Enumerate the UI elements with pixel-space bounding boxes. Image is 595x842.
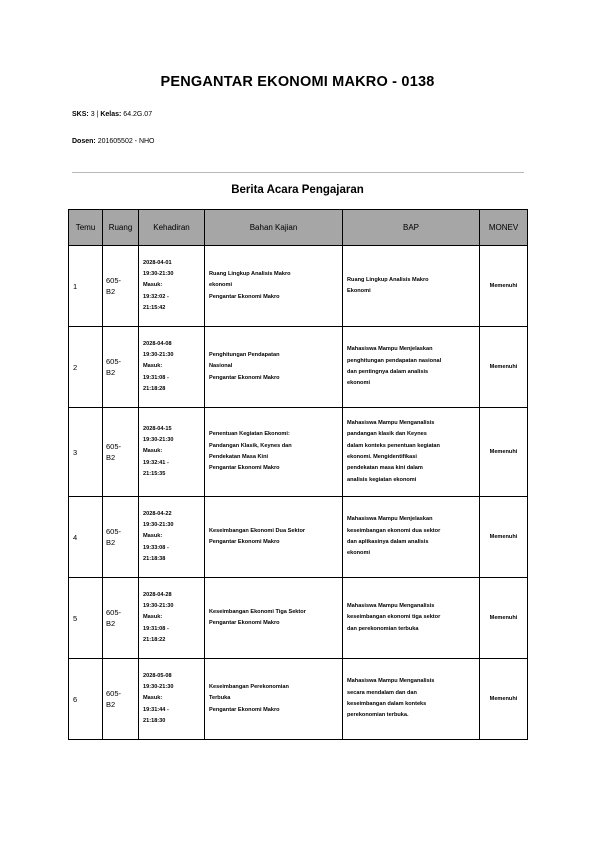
cell-temu: 3 — [69, 408, 103, 497]
cell-temu: 1 — [69, 246, 103, 327]
kajian-line: Pengantar Ekonomi Makro — [209, 620, 280, 626]
table-header-row — [69, 210, 528, 246]
sks-label: SKS: — [72, 111, 89, 118]
kehadiran-line: 19:31:08 - — [143, 374, 169, 381]
kajian-line: Pengantar Ekonomi Makro — [209, 465, 280, 472]
kehadiran-line: 19:33:08 - — [143, 544, 169, 551]
cell-ruang — [103, 408, 139, 497]
bap-line: dan pentingnya dalam analisis — [347, 369, 429, 375]
kehadiran-line: 19:32:41 - — [143, 459, 169, 466]
bap-line: perekonomian terbuka. — [347, 712, 409, 719]
kehadiran-line: 19:30-21:30 — [143, 522, 174, 529]
ruang-line: B2 — [106, 700, 116, 709]
ruang-line: 605- — [106, 527, 122, 536]
cell-ruang — [103, 246, 139, 327]
kehadiran-line: 2028-04-22 — [143, 510, 172, 517]
cell-bap — [343, 578, 480, 659]
kehadiran-line: 19:30-21:30 — [143, 352, 174, 359]
cell-bap — [343, 327, 480, 408]
bap-line: ekonomi — [347, 380, 371, 387]
kehadiran-line: 19:30-21:30 — [143, 603, 174, 610]
cell-kehadiran — [139, 497, 205, 578]
meta-separator: | — [96, 111, 99, 118]
kajian-line: Keseimbangan Perekonomian — [209, 684, 289, 691]
course-meta — [72, 111, 152, 118]
kehadiran-line: 19:31:08 - — [143, 625, 169, 632]
header-bap: BAP — [343, 210, 480, 246]
kehadiran-line: 2028-04-01 — [143, 259, 172, 266]
cell-monev: Memenuhi — [480, 246, 528, 327]
kajian-line: Pengantar Ekonomi Makro — [209, 374, 280, 381]
ruang-line: B2 — [106, 538, 116, 547]
cell-monev: Memenuhi — [480, 578, 528, 659]
cell-ruang — [103, 578, 139, 659]
cell-temu: 6 — [69, 659, 103, 740]
kehadiran-line: 21:15:42 — [143, 304, 166, 311]
cell-kehadiran — [139, 659, 205, 740]
bap-line: dalam konteks penentuan kegiatan — [347, 442, 440, 449]
cell-kehadiran — [139, 408, 205, 497]
kajian-line: Penentuan Kegiatan Ekonomi: — [209, 431, 290, 438]
kajian-line: Pendekatan Masa Kini — [209, 454, 269, 460]
bap-line: Mahasiswa Mampu Menganalisis — [347, 678, 435, 685]
table-body — [69, 246, 528, 740]
divider — [72, 172, 524, 173]
bap-line: pandangan klasik dan Keynes — [347, 431, 427, 438]
kajian-line: Pandangan Klasik, Keynes dan — [209, 442, 292, 449]
sks-value: 3 — [90, 111, 95, 118]
lecturer-meta — [72, 138, 155, 145]
ruang-line: 605- — [106, 608, 122, 617]
kajian-line: Terbuka — [209, 695, 231, 702]
bap-line: Ekonomi — [347, 288, 371, 294]
header-ruang: Ruang — [103, 210, 139, 246]
table-row — [69, 497, 528, 578]
kajian-line: Nasional — [209, 363, 233, 370]
bap-line: ekonomi — [347, 550, 371, 557]
cell-monev: Memenuhi — [480, 497, 528, 578]
cell-bap — [343, 408, 480, 497]
bap-line: ekonomi. Mengidentifikasi — [347, 454, 417, 460]
bap-line: Mahasiswa Mampu Menganalisis — [347, 603, 435, 610]
header-bahan-kajian: Bahan Kajian — [205, 210, 343, 246]
kehadiran-line: 2028-04-15 — [143, 425, 172, 432]
bap-line: penghitungan pendapatan nasional — [347, 357, 442, 364]
cell-temu: 5 — [69, 578, 103, 659]
ruang-line: B2 — [106, 453, 116, 462]
table-row — [69, 659, 528, 740]
kehadiran-line: 21:18:38 — [143, 555, 166, 562]
kelas-label: Kelas: — [100, 111, 122, 118]
header-kehadiran: Kehadiran — [139, 210, 205, 246]
kehadiran-line: 2028-04-28 — [143, 591, 172, 598]
kelas-value: 64.2G.07 — [123, 111, 153, 118]
cell-bahan-kajian — [205, 246, 343, 327]
cell-kehadiran — [139, 327, 205, 408]
kajian-line: Keseimbangan Ekonomi Dua Sektor — [209, 527, 306, 534]
page-title: PENGANTAR EKONOMI MAKRO - 0138 — [160, 74, 435, 90]
table-row — [69, 327, 528, 408]
cell-temu: 4 — [69, 497, 103, 578]
ruang-line: 605- — [106, 357, 122, 366]
table-row — [69, 246, 528, 327]
dosen-label: Dosen: — [72, 138, 96, 145]
ruang-line: 605- — [106, 442, 122, 451]
kehadiran-line: 21:18:22 — [143, 636, 166, 643]
kajian-line: Ruang Lingkup Analisis Makro — [209, 271, 291, 278]
ruang-line: B2 — [106, 619, 116, 628]
cell-bap — [343, 497, 480, 578]
cell-bap — [343, 659, 480, 740]
bap-line: keseimbangan dalam konteks — [347, 701, 427, 707]
kajian-line: Pengantar Ekonomi Makro — [209, 539, 280, 545]
kehadiran-line: 19:30-21:30 — [143, 437, 174, 444]
bap-line: dan perekonomian terbuka — [347, 625, 419, 632]
cell-monev: Memenuhi — [480, 659, 528, 740]
kajian-line: ekonomi — [209, 282, 233, 289]
cell-bap — [343, 246, 480, 327]
bap-line: keseimbangan ekonomi dua sektor — [347, 527, 441, 534]
bap-line: secara mendalam dan dan — [347, 689, 417, 696]
kajian-line: Pengantar Ekonomi Makro — [209, 706, 280, 713]
dosen-value: 201605502 - NHO — [97, 138, 155, 145]
header-monev: MONEV — [480, 210, 528, 246]
kajian-line: Keseimbangan Ekonomi Tiga Sektor — [209, 608, 306, 615]
kajian-line: Penghitungan Pendapatan — [209, 352, 280, 359]
kehadiran-line: 21:18:30 — [143, 717, 166, 724]
table-row — [69, 408, 528, 497]
ruang-line: 605- — [106, 276, 122, 285]
cell-bahan-kajian — [205, 408, 343, 497]
section-title: Berita Acara Pengajaran — [231, 184, 364, 196]
kehadiran-line: Masuk: — [143, 448, 163, 455]
cell-kehadiran — [139, 578, 205, 659]
cell-bahan-kajian — [205, 659, 343, 740]
cell-ruang — [103, 327, 139, 408]
kajian-line: Pengantar Ekonomi Makro — [209, 293, 280, 300]
kehadiran-line: Masuk: — [143, 695, 163, 702]
kehadiran-line: 21:18:28 — [143, 385, 166, 392]
bap-line: Mahasiswa Mampu Menganalisis — [347, 420, 435, 427]
table-row — [69, 578, 528, 659]
cell-temu: 2 — [69, 327, 103, 408]
ruang-line: 605- — [106, 689, 122, 698]
bap-line: pendekatan masa kini dalam — [347, 465, 423, 472]
ruang-line: B2 — [106, 287, 116, 296]
kehadiran-line: Masuk: — [143, 533, 163, 540]
bap-line: dan aplikasinya dalam analisis — [347, 539, 429, 545]
bap-line: Mahasiswa Mampu Menjelaskan — [347, 346, 433, 353]
kehadiran-line: 19:31:44 - — [143, 706, 169, 713]
header-temu: Temu — [69, 210, 103, 246]
kehadiran-line: Masuk: — [143, 614, 163, 621]
bap-line: analisis kegiatan ekonomi — [347, 476, 417, 483]
cell-bahan-kajian — [205, 497, 343, 578]
kehadiran-line: 2028-05-08 — [143, 672, 172, 679]
kehadiran-line: 19:32:02 - — [143, 293, 169, 300]
cell-ruang — [103, 497, 139, 578]
kehadiran-line: Masuk: — [143, 363, 163, 370]
cell-monev: Memenuhi — [480, 327, 528, 408]
bap-line: Mahasiswa Mampu Menjelaskan — [347, 516, 433, 523]
kehadiran-line: 21:15:35 — [143, 470, 166, 477]
cell-monev: Memenuhi — [480, 408, 528, 497]
teaching-record-table — [68, 209, 528, 740]
cell-bahan-kajian — [205, 327, 343, 408]
cell-kehadiran — [139, 246, 205, 327]
kehadiran-line: 19:30-21:30 — [143, 271, 174, 278]
bap-line: keseimbangan ekonomi tiga sektor — [347, 614, 441, 621]
ruang-line: B2 — [106, 368, 116, 377]
cell-bahan-kajian — [205, 578, 343, 659]
kehadiran-line: 2028-04-08 — [143, 340, 172, 347]
kehadiran-line: 19:30-21:30 — [143, 684, 174, 691]
cell-ruang — [103, 659, 139, 740]
kehadiran-line: Masuk: — [143, 282, 163, 289]
bap-line: Ruang Lingkup Analisis Makro — [347, 276, 429, 283]
